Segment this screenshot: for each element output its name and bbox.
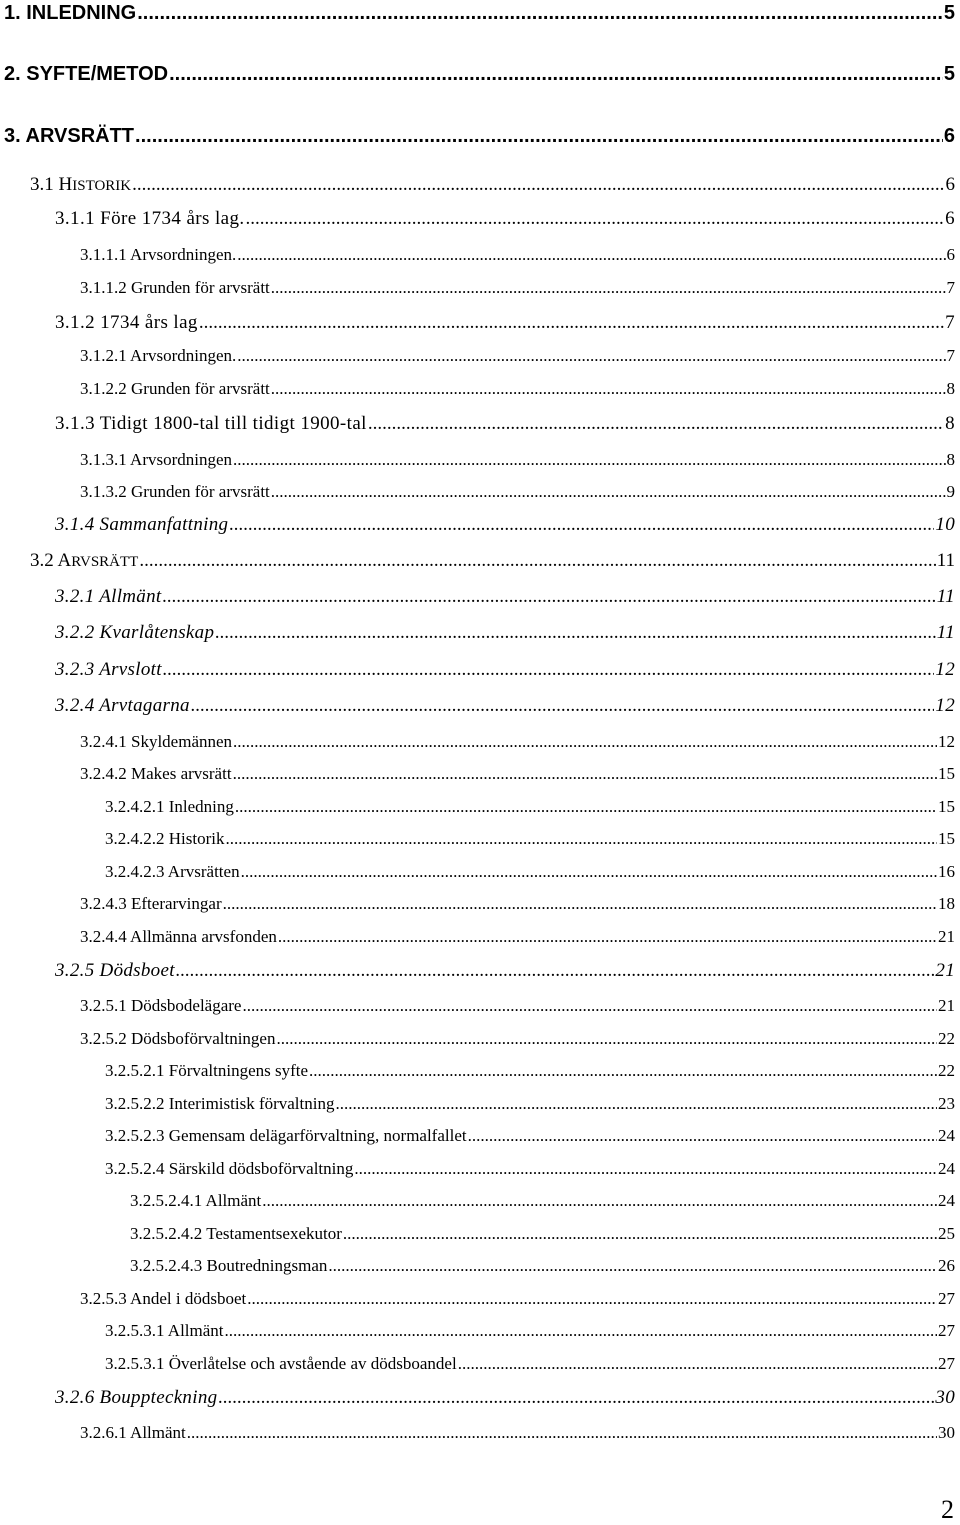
toc-entry-smallcaps: RVSRÄTT	[71, 554, 139, 570]
toc-entry[interactable]	[55, 623, 955, 642]
toc-entry-label: 3.2.2 Kvarlåtenskap	[55, 622, 215, 643]
toc-leader-dots	[176, 961, 935, 980]
toc-entry-label: 3.2.6.1 Allmänt	[80, 1423, 186, 1442]
toc-entry-page: 5	[943, 63, 955, 85]
toc-entry-label	[30, 175, 131, 194]
toc-leader-dots	[278, 928, 937, 945]
toc-leader-dots	[247, 1290, 937, 1307]
toc-entry[interactable]	[55, 209, 955, 228]
toc-leader-dots	[235, 798, 937, 815]
toc-leader-dots	[139, 551, 935, 570]
toc-entry-label: 3.2.4.3 Efterarvingar	[80, 894, 222, 913]
toc-entry[interactable]	[80, 483, 955, 500]
toc-entry-page: 27	[938, 1321, 955, 1340]
toc-entry-page: 26	[938, 1256, 955, 1275]
toc-entry-label: 3.1.1.1 Arvsordningen.	[80, 245, 237, 264]
toc-entry[interactable]	[55, 587, 955, 606]
toc-entry[interactable]	[55, 515, 955, 534]
toc-entry[interactable]	[105, 863, 955, 880]
toc-entry-page: 24	[938, 1159, 955, 1178]
toc-leader-dots	[233, 765, 937, 782]
toc-leader-dots	[191, 696, 935, 715]
page-number: 2	[941, 1495, 954, 1524]
toc-entry-page: 24	[938, 1126, 955, 1145]
toc-entry[interactable]	[80, 765, 955, 782]
toc-leader-dots	[271, 380, 946, 397]
toc-entry-label: 3.1.3.1 Arvsordningen	[80, 450, 233, 469]
toc-entry[interactable]	[55, 696, 955, 715]
toc-entry-label	[30, 551, 138, 570]
toc-entry-page: 15	[938, 797, 955, 816]
toc-leader-dots	[137, 3, 943, 23]
toc-leader-dots	[229, 515, 934, 534]
toc-entry[interactable]	[105, 1160, 955, 1177]
toc-entry[interactable]	[130, 1257, 955, 1274]
toc-entry[interactable]	[80, 895, 955, 912]
toc-entry-page: 6	[943, 125, 955, 147]
toc-entry[interactable]	[105, 1322, 955, 1339]
toc-entry-page: 6	[946, 245, 955, 264]
toc-entry-page: 8	[945, 413, 955, 434]
toc-entry[interactable]	[80, 1424, 955, 1441]
toc-entry[interactable]	[105, 1095, 955, 1112]
toc-leader-dots	[233, 451, 945, 468]
toc-entry-page: 23	[938, 1094, 955, 1113]
toc-leader-dots	[262, 1192, 937, 1209]
toc-entry[interactable]	[55, 414, 955, 433]
toc-entry-label: 3.2.1 Allmänt	[55, 586, 162, 607]
toc-entry[interactable]	[80, 347, 955, 364]
toc-entry-label: 3.1.4 Sammanfattning	[55, 514, 229, 535]
toc-leader-dots	[335, 1095, 937, 1112]
toc-entry[interactable]	[30, 175, 955, 194]
toc-entry[interactable]	[4, 64, 955, 84]
toc-entry[interactable]	[80, 1290, 955, 1307]
toc-entry-page: 9	[946, 482, 955, 501]
toc-entry-page: 6	[945, 174, 955, 195]
toc-entry-label: 3.1.2 1734 års lag	[55, 312, 198, 333]
toc-entry[interactable]	[80, 380, 955, 397]
toc-entry-label: 3.2.5.2.4.1 Allmänt	[130, 1191, 262, 1210]
toc-entry[interactable]	[55, 961, 955, 980]
toc-entry[interactable]	[105, 1127, 955, 1144]
toc-entry-page: 7	[945, 312, 955, 333]
toc-entry-page: 11	[936, 622, 955, 643]
toc-entry-page: 30	[938, 1423, 955, 1442]
toc-entry-page: 11	[936, 586, 955, 607]
toc-leader-dots	[187, 1424, 937, 1441]
toc-entry-label: 3.2.3 Arvslott	[55, 659, 162, 680]
toc-entry-label: 3.1.1 Före 1734 års lag.	[55, 208, 245, 229]
toc-leader-dots	[241, 863, 937, 880]
toc-entry[interactable]	[80, 279, 955, 296]
toc-leader-dots	[237, 347, 945, 364]
toc-entry-label: 3.1.1.2 Grunden för arvsrätt	[80, 278, 270, 297]
toc-entry-page: 21	[935, 960, 955, 981]
toc-entry-label: 1. INLEDNING	[4, 2, 137, 24]
toc-leader-dots	[135, 126, 943, 146]
toc-entry-page: 15	[938, 829, 955, 848]
toc-entry[interactable]	[105, 830, 955, 847]
toc-entry-page: 27	[938, 1289, 955, 1308]
toc-entry-label: 3.1.3 Tidigt 1800-tal till tidigt 1900-tal	[55, 413, 367, 434]
toc-entry-page: 22	[938, 1029, 955, 1048]
toc-entry-label: 3.2.4.1 Skyldemännen	[80, 732, 233, 751]
toc-entry-label: 3.2.5.3 Andel i dödsboet	[80, 1289, 247, 1308]
toc-leader-dots	[199, 313, 944, 332]
toc-entry-page: 18	[938, 894, 955, 913]
toc-entry-page: 11	[936, 550, 955, 571]
toc-entry[interactable]	[4, 126, 955, 146]
toc-entry-page: 22	[938, 1061, 955, 1080]
toc-entry-label: 3.2.4.2.1 Inledning	[105, 797, 234, 816]
toc-entry-label: 3.2.5.2.4.2 Testamentsexekutor	[130, 1224, 342, 1243]
toc-leader-dots	[354, 1160, 937, 1177]
toc-entry-page: 8	[946, 379, 955, 398]
toc-leader-dots	[162, 587, 935, 606]
toc-entry-label: 3.2.4.2.3 Arvsrätten	[105, 862, 240, 881]
toc-entry-label: 3.2.5.2.1 Förvaltningens syfte	[105, 1061, 309, 1080]
toc-entry-smallcaps: ISTORIK	[72, 178, 132, 194]
toc-leader-dots	[237, 246, 945, 263]
toc-entry-label: 3.2.4.2.2 Historik	[105, 829, 225, 848]
toc-entry-label: 3.2.4.4 Allmänna arvsfonden	[80, 927, 277, 946]
toc-entry-label: 3.2.5.3.1 Allmänt	[105, 1321, 224, 1340]
toc-leader-dots	[218, 1388, 934, 1407]
toc-leader-dots	[309, 1062, 937, 1079]
toc-entry-number: 3.1 H	[30, 174, 73, 195]
toc-entry[interactable]	[80, 928, 955, 945]
toc-entry-label: 3.2.6 Bouppteckning	[55, 1387, 218, 1408]
toc-entry-page: 27	[938, 1354, 955, 1373]
toc-entry-page: 5	[943, 2, 955, 24]
toc-leader-dots	[271, 483, 946, 500]
toc-entry-page: 7	[946, 278, 955, 297]
toc-leader-dots	[223, 895, 937, 912]
toc-leader-dots	[225, 1322, 937, 1339]
toc-leader-dots	[242, 997, 937, 1014]
toc-entry-label: 3.2.5.1 Dödsbodelägare	[80, 996, 242, 1015]
toc-leader-dots	[368, 414, 944, 433]
toc-entry[interactable]	[105, 1355, 955, 1372]
toc-leader-dots	[343, 1225, 937, 1242]
toc-entry-label: 3.2.5.2.2 Interimistisk förvaltning	[105, 1094, 335, 1113]
toc-leader-dots	[233, 733, 937, 750]
toc-entry-label: 3.2.4.2 Makes arvsrätt	[80, 764, 232, 783]
toc-entry[interactable]	[80, 997, 955, 1014]
toc-leader-dots	[271, 279, 946, 296]
toc-entry-page: 10	[935, 514, 955, 535]
toc-entry[interactable]	[130, 1192, 955, 1209]
toc-entry-page: 16	[938, 862, 955, 881]
toc-leader-dots	[169, 64, 943, 84]
toc-entry[interactable]	[130, 1225, 955, 1242]
toc-entry-label: 3.2.5.2.4.3 Boutredningsman	[130, 1256, 328, 1275]
toc-entry-page: 30	[935, 1387, 955, 1408]
toc-entry-page: 8	[946, 450, 955, 469]
toc-entry-page: 15	[938, 764, 955, 783]
toc-entry[interactable]	[55, 1388, 955, 1407]
toc-leader-dots	[276, 1030, 937, 1047]
toc-entry[interactable]	[4, 3, 955, 23]
toc-entry-label: 3.1.2.2 Grunden för arvsrätt	[80, 379, 270, 398]
toc-entry-label: 3.1.3.2 Grunden för arvsrätt	[80, 482, 270, 501]
toc-entry-number: 3.2 A	[30, 550, 72, 571]
toc-entry[interactable]	[80, 733, 955, 750]
toc-entry-page: 12	[935, 659, 955, 680]
toc-leader-dots	[328, 1257, 937, 1274]
toc-entry-page: 12	[935, 695, 955, 716]
toc-entry-page: 21	[938, 927, 955, 946]
toc-entry-label: 3.2.5.2.3 Gemensam delägarförvaltning, normalfallet	[105, 1126, 467, 1145]
toc-entry-label: 3.2.5.3.1 Överlåtelse och avstående av dödsboandel	[105, 1354, 457, 1373]
toc-entry[interactable]	[80, 246, 955, 263]
toc-entry-page: 6	[945, 208, 955, 229]
toc-entry[interactable]	[30, 551, 955, 570]
toc-entry[interactable]	[55, 313, 955, 332]
toc-entry-label: 3.2.5.2 Dödsboförvaltningen	[80, 1029, 276, 1048]
toc-entry-label: 2. SYFTE/METOD	[4, 63, 169, 85]
toc-entry-label: 3.2.4 Arvtagarna	[55, 695, 190, 716]
toc-leader-dots	[132, 175, 944, 194]
toc-entry[interactable]	[80, 1030, 955, 1047]
toc-leader-dots	[468, 1127, 937, 1144]
toc-entry[interactable]	[80, 451, 955, 468]
toc-entry-page: 7	[946, 346, 955, 365]
toc-leader-dots	[458, 1355, 937, 1372]
toc-leader-dots	[225, 830, 937, 847]
toc-entry-label: 3.2.5.2.4 Särskild dödsboförvaltning	[105, 1159, 354, 1178]
toc-entry-page: 21	[938, 996, 955, 1015]
toc-entry[interactable]	[105, 1062, 955, 1079]
toc-entry-label: 3.2.5 Dödsboet	[55, 960, 175, 981]
toc-entry-label: 3. ARVSRÄTT	[4, 125, 135, 147]
toc-entry-page: 24	[938, 1191, 955, 1210]
toc-entry-label: 3.1.2.1 Arvsordningen.	[80, 346, 237, 365]
toc-entry-page: 12	[938, 732, 955, 751]
toc-leader-dots	[163, 660, 935, 679]
toc-leader-dots	[215, 623, 936, 642]
toc-entry-page: 25	[938, 1224, 955, 1243]
toc-entry[interactable]	[105, 798, 955, 815]
toc-leader-dots	[246, 209, 945, 228]
toc-entry[interactable]	[55, 660, 955, 679]
